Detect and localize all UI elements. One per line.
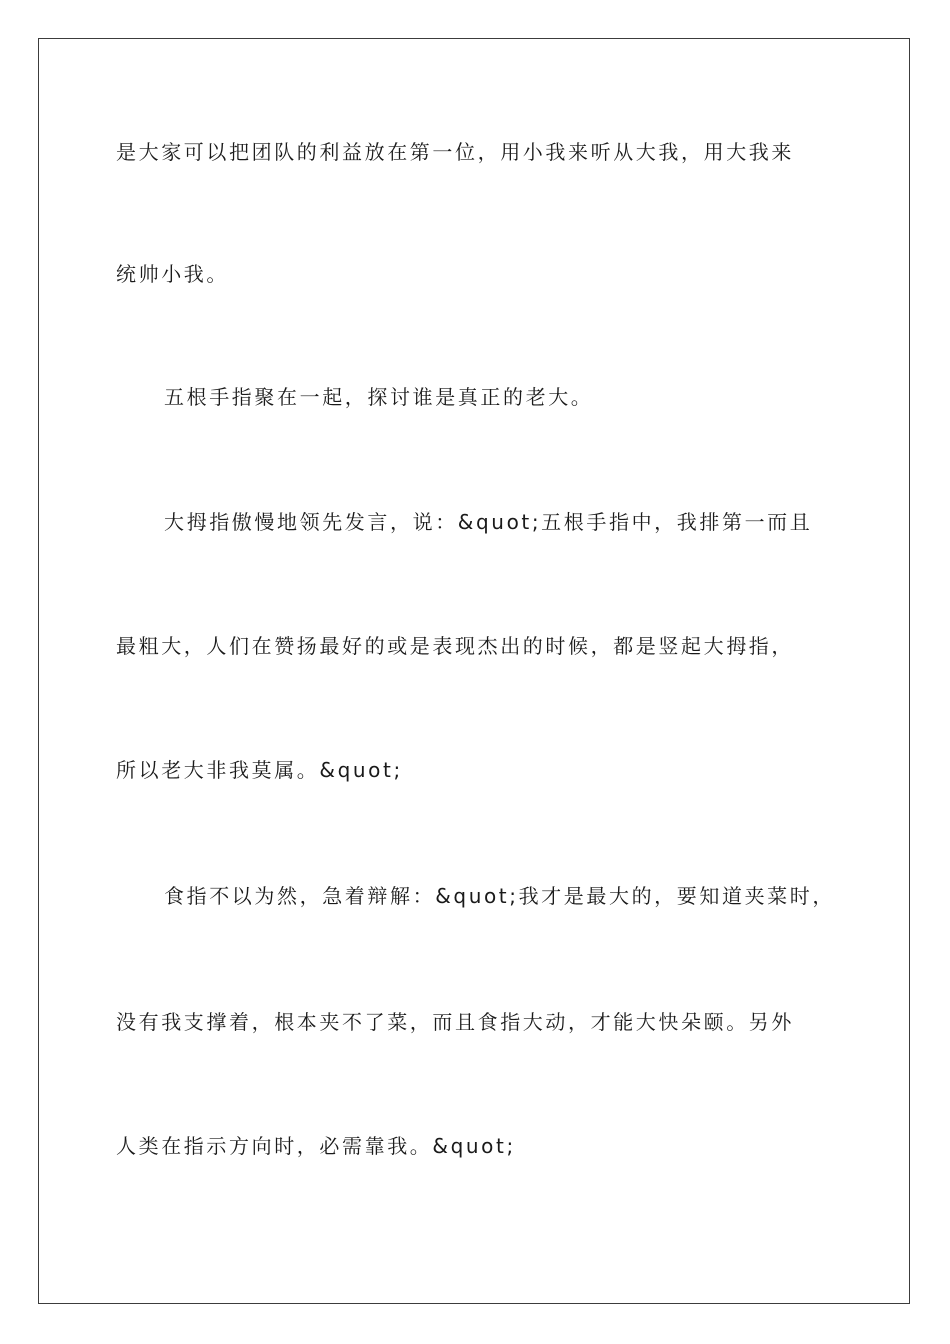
text-line-1: 是大家可以把团队的利益放在第一位，用小我来听从大我，用大我来 <box>116 140 794 164</box>
paragraph-thumb-line-1: 大拇指傲慢地领先发言，说：&quot;五根手指中，我排第一而且 <box>164 510 813 534</box>
paragraph-index-line-2: 没有我支撑着，根本夹不了菜，而且食指大动，才能大快朵颐。另外 <box>116 1010 794 1034</box>
paragraph-thumb-line-2: 最粗大，人们在赞扬最好的或是表现杰出的时候，都是竖起大拇指， <box>116 634 794 658</box>
paragraph-thumb-line-3: 所以老大非我莫属。&quot; <box>116 758 403 782</box>
page-border <box>38 38 910 1304</box>
paragraph-five-fingers: 五根手指聚在一起，探讨谁是真正的老大。 <box>164 385 594 409</box>
paragraph-index-line-1: 食指不以为然，急着辩解：&quot;我才是最大的，要知道夹菜时， <box>164 884 835 908</box>
paragraph-index-line-3: 人类在指示方向时，必需靠我。&quot; <box>116 1134 516 1158</box>
text-line-2: 统帅小我。 <box>116 262 229 286</box>
